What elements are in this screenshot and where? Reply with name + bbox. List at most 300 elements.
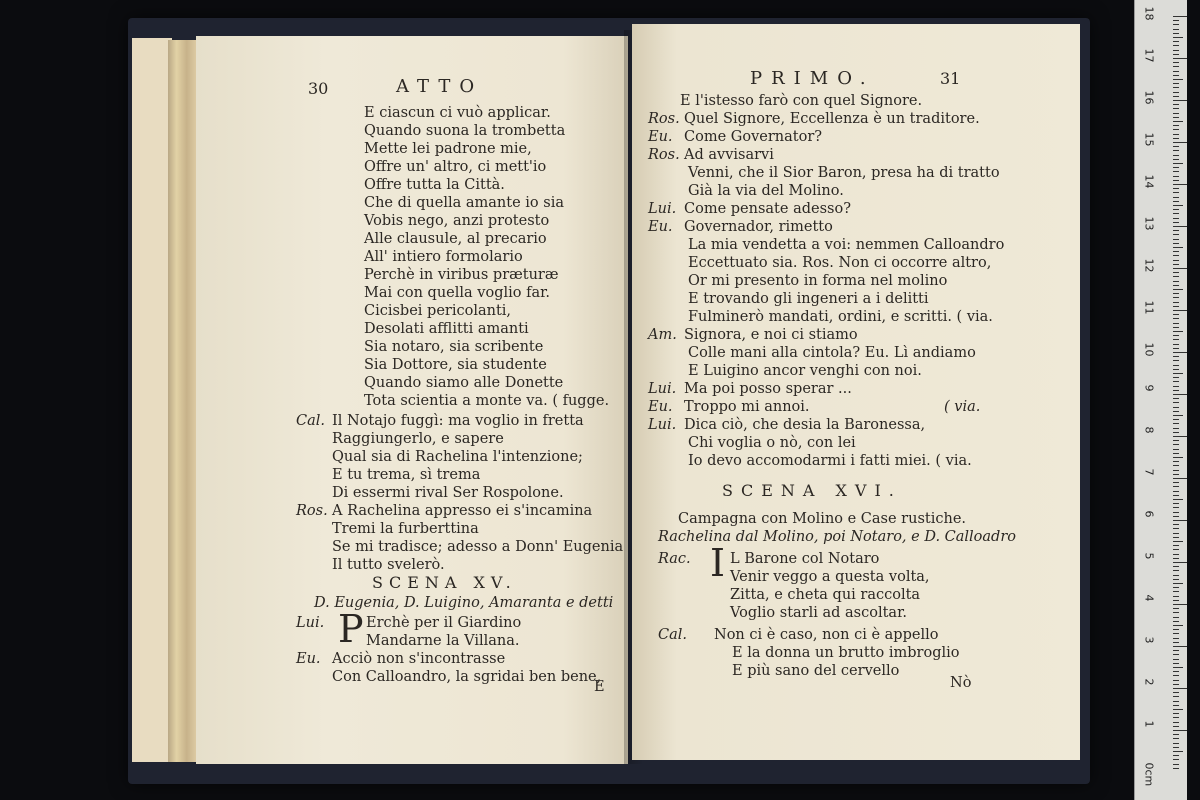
verse-line: Venir veggo a questa volta, [730, 569, 930, 585]
verse-line: All' intiero formolario [364, 249, 523, 265]
ruler-tick [1173, 230, 1179, 231]
ruler-tick [1173, 608, 1179, 609]
verse-line: Acciò non s'incontrasse [332, 651, 506, 667]
ruler-tick [1173, 680, 1179, 681]
verse-line: Con Calloandro, la sgridai ben bene, [332, 669, 602, 685]
ruler-tick [1173, 440, 1179, 441]
ruler-label: 0cm [1142, 762, 1156, 787]
ruler-tick [1173, 335, 1179, 336]
verse-line: A Rachelina appresso ei s'incamina [332, 503, 593, 519]
ruler-tick [1173, 276, 1179, 277]
left-page [196, 36, 628, 764]
ruler-tick [1173, 323, 1179, 324]
verse-line: Dica ciò, che desia la Baronessa, [684, 417, 926, 433]
lui-speech [366, 614, 521, 650]
verse-line: Eccettuato sia. Ros. Non ci occorre altro, [688, 255, 992, 271]
verse-line: Sia notaro, sia scribente [364, 339, 544, 355]
rac-speech [730, 550, 930, 622]
ruler-tick [1173, 16, 1187, 17]
verse-line: Mandarne la Villana. [366, 633, 520, 649]
ruler-tick [1173, 591, 1179, 592]
ruler-tick [1173, 537, 1179, 538]
speaker-label: Ros. [648, 111, 680, 127]
ruler-tick [1173, 667, 1183, 668]
ruler-tick [1173, 768, 1179, 769]
ruler-tick [1173, 293, 1179, 294]
verse-line: Quando suona la trombetta [364, 123, 566, 139]
catchword: E [594, 679, 605, 695]
verse-line: Il Notajo fuggì: ma voglio in fretta [332, 413, 584, 429]
ruler-tick [1173, 617, 1179, 618]
ruler-label: 11 [1142, 300, 1156, 315]
ruler-tick [1173, 302, 1179, 303]
ruler-tick [1173, 558, 1179, 559]
ruler-tick [1173, 743, 1179, 744]
ruler-tick [1173, 612, 1179, 613]
verse-line: Ma poi posso sperar ... [684, 381, 852, 397]
ruler-tick [1173, 239, 1179, 240]
ruler-tick [1173, 222, 1179, 223]
ruler-tick [1173, 507, 1179, 508]
speaker-ros: Ros. [296, 503, 328, 519]
ruler-tick [1173, 176, 1179, 177]
ruler-tick [1173, 197, 1179, 198]
dialogue-entry [648, 110, 1068, 128]
ruler-tick [1173, 696, 1179, 697]
speaker-label: Lui. [648, 417, 677, 433]
ruler-tick [1173, 470, 1179, 471]
ruler-tick [1173, 209, 1179, 210]
ruler-tick [1173, 503, 1179, 504]
verse-line: Ad avvisarvi [684, 147, 774, 163]
ruler-tick [1173, 453, 1179, 454]
cal-speech [714, 626, 959, 680]
ruler-tick [1173, 596, 1179, 597]
speaker-label: Lui. [648, 201, 677, 217]
ruler-tick [1173, 188, 1179, 189]
ruler-tick [1173, 100, 1187, 101]
ruler-tick [1173, 331, 1183, 332]
speaker-label: Ros. [648, 147, 680, 163]
verse-line: Come Governator? [684, 129, 823, 145]
dialogue-entry [648, 128, 1068, 146]
verse-line: Offre tutta la Città. [364, 177, 505, 193]
verse-line: Signora, e noi ci stiamo [684, 327, 858, 343]
ruler-tick [1173, 570, 1179, 571]
ruler-tick [1173, 575, 1179, 576]
ruler-tick [1173, 684, 1179, 685]
ruler-label: 16 [1142, 90, 1156, 105]
ruler-tick [1173, 755, 1179, 756]
ruler-tick [1173, 113, 1179, 114]
ruler-tick [1173, 79, 1183, 80]
ruler-label: 14 [1142, 174, 1156, 189]
ruler-tick [1173, 180, 1179, 181]
ruler-tick [1173, 142, 1187, 143]
scene-title: SCENA XVI. [722, 481, 902, 500]
ruler-label: 13 [1142, 216, 1156, 231]
ruler-tick [1173, 129, 1179, 130]
ruler-tick [1173, 486, 1179, 487]
ruler-tick [1173, 638, 1179, 639]
ruler-tick [1173, 234, 1179, 235]
ruler-tick [1173, 297, 1179, 298]
verse-line: Sia Dottore, sia studente [364, 357, 547, 373]
ruler-tick [1173, 318, 1179, 319]
verse-line: Or mi presento in forma nel molino [688, 273, 948, 289]
ruler-tick [1173, 117, 1179, 118]
ruler-tick [1173, 583, 1183, 584]
ruler-tick [1173, 352, 1187, 353]
verse-line: Troppo mi annoi. [684, 399, 810, 415]
ruler-tick [1173, 717, 1179, 718]
verse-line: Perchè in viribus præturæ [364, 267, 559, 283]
ruler-tick [1173, 499, 1183, 500]
cal-speech [332, 412, 584, 502]
ruler-tick [1173, 243, 1179, 244]
ruler-tick [1173, 738, 1179, 739]
ruler-tick [1173, 96, 1179, 97]
drop-cap: I [710, 541, 726, 585]
ruler-tick [1173, 386, 1179, 387]
dialogue-entry [648, 326, 1068, 380]
verse-line: Io devo accomodarmi i fatti miei. ( via. [688, 453, 972, 469]
ruler-tick [1173, 461, 1179, 462]
verse-line: Quando siamo alle Donette [364, 375, 564, 391]
ruler-tick [1173, 83, 1179, 84]
ruler-tick [1173, 671, 1179, 672]
ruler-tick [1173, 87, 1179, 88]
verse-line: Come pensate adesso? [684, 201, 851, 217]
ruler-tick [1173, 247, 1183, 248]
ruler-tick [1173, 675, 1179, 676]
speaker-rac: Rac. [658, 551, 691, 567]
ruler-tick [1173, 272, 1179, 273]
left-page-number: 30 [308, 79, 329, 98]
verse-line: E trovando gli ingeneri a i delitti [688, 291, 929, 307]
first-line: E l'istesso farò con quel Signore. [680, 93, 923, 109]
ruler-tick [1173, 398, 1179, 399]
ruler-tick [1173, 50, 1179, 51]
ruler-tick [1173, 520, 1187, 521]
ruler-tick [1173, 533, 1179, 534]
ruler-tick [1173, 713, 1179, 714]
speaker-label: Am. [648, 327, 677, 343]
ruler-tick [1173, 33, 1179, 34]
dialogue-entry [648, 398, 1068, 416]
ruler-tick [1173, 524, 1179, 525]
verse-line: E più sano del cervello [732, 663, 900, 679]
ruler-label: 3 [1142, 636, 1156, 644]
ruler-label: 8 [1142, 426, 1156, 434]
ruler-tick [1173, 373, 1183, 374]
ruler-tick [1173, 171, 1179, 172]
speaker-label: Lui. [648, 381, 677, 397]
dialogue-entry [648, 146, 1068, 200]
ruler-tick [1173, 423, 1179, 424]
ruler-tick [1173, 365, 1179, 366]
ruler-tick [1173, 251, 1179, 252]
ruler-tick [1173, 310, 1187, 311]
verse-line: Governador, rimetto [684, 219, 833, 235]
ruler-tick [1173, 62, 1179, 63]
ruler-tick [1173, 629, 1179, 630]
verse-line: Già la via del Molino. [688, 183, 844, 199]
ruler-tick [1173, 226, 1187, 227]
ruler-tick [1173, 37, 1183, 38]
ruler-tick [1173, 692, 1179, 693]
right-page-number: 31 [940, 69, 961, 88]
ruler-tick [1173, 402, 1179, 403]
verse-line: E la donna un brutto imbroglio [732, 645, 960, 661]
speaker-cal: Cal. [296, 413, 325, 429]
verse-line: E tu trema, sì trema [332, 467, 481, 483]
ruler-tick [1173, 478, 1187, 479]
verse-line: Erchè per il Giardino [366, 615, 522, 631]
scene-title: SCENA XV. [372, 573, 517, 592]
dialogue-entry [648, 416, 1068, 470]
ruler-tick [1173, 146, 1179, 147]
ruler-label: 12 [1142, 258, 1156, 273]
ruler-tick [1173, 419, 1179, 420]
ruler-tick [1173, 587, 1179, 588]
ruler-label: 1 [1142, 720, 1156, 728]
ruler-tick [1173, 465, 1179, 466]
ruler-tick [1173, 138, 1179, 139]
ruler-tick [1173, 705, 1179, 706]
ruler-tick [1173, 104, 1179, 105]
ruler-tick [1173, 411, 1179, 412]
ruler-label: 18 [1142, 6, 1156, 21]
verse-line: Zitta, e cheta qui raccolta [730, 587, 921, 603]
dialogue-entry [648, 200, 1068, 218]
scene-characters: Rachelina dal Molino, poi Notaro, e D. Calloadro [658, 529, 1016, 545]
ruler-tick [1173, 600, 1179, 601]
endpaper [132, 38, 172, 762]
ruler-tick [1173, 747, 1179, 748]
right-page [632, 24, 1080, 760]
ruler-tick [1173, 281, 1179, 282]
ruler-tick [1173, 92, 1179, 93]
verse-line: Qual sia di Rachelina l'intenzione; [332, 449, 583, 465]
eu-speech [332, 650, 601, 686]
verse-line: Raggiungerlo, e sapere [332, 431, 504, 447]
ruler-tick [1173, 764, 1179, 765]
ruler-tick [1173, 24, 1179, 25]
ruler-tick [1173, 201, 1179, 202]
ruler-tick [1173, 734, 1179, 735]
ruler-tick [1173, 377, 1179, 378]
left-running-head: ATTO [396, 76, 484, 97]
verse-line: L Barone col Notaro [730, 551, 880, 567]
drop-cap: P [338, 607, 364, 651]
ruler-tick [1173, 381, 1179, 382]
scene-setting: Campagna con Molino e Case rustiche. [678, 511, 967, 527]
verse-line: Fulminerò mandati, ordini, e scritti. ( via. [688, 309, 993, 325]
verse-line: E Luigino ancor venghi con noi. [688, 363, 922, 379]
ruler-tick [1173, 260, 1179, 261]
ruler-tick [1173, 415, 1183, 416]
ruler-tick [1173, 264, 1179, 265]
ruler-tick [1173, 356, 1179, 357]
dialogue-entry [648, 380, 1068, 398]
ruler-tick [1173, 306, 1179, 307]
ruler-tick [1173, 659, 1179, 660]
verse-line: Il tutto svelerò. [332, 557, 445, 573]
ruler-tick [1173, 58, 1187, 59]
verse-line: Colle mani alla cintola? Eu. Lì andiamo [688, 345, 976, 361]
verse-line: Venni, che il Sior Baron, presa ha di tratto [688, 165, 1000, 181]
ruler-label: 5 [1142, 552, 1156, 560]
ruler-label: 6 [1142, 510, 1156, 518]
ruler-tick [1173, 579, 1179, 580]
ruler-tick [1173, 436, 1187, 437]
ruler-tick [1173, 633, 1179, 634]
verse-line: Vobis nego, anzi protesto [364, 213, 550, 229]
ruler-tick [1173, 348, 1179, 349]
ruler-tick [1173, 751, 1183, 752]
ruler-tick [1173, 205, 1183, 206]
ruler-tick [1173, 709, 1183, 710]
ruler-tick [1173, 41, 1179, 42]
ruler-tick [1173, 444, 1179, 445]
speaker-label: Eu. [648, 219, 673, 235]
verse-line: Chi voglia o nò, con lei [688, 435, 856, 451]
verse-line: E ciascun ci vuò applicar. [364, 105, 551, 121]
ruler-tick [1173, 314, 1179, 315]
ruler-label: 4 [1142, 594, 1156, 602]
ruler-tick [1173, 654, 1179, 655]
speaker-label: Eu. [648, 399, 673, 415]
ruler-tick [1173, 289, 1183, 290]
ruler-tick [1173, 45, 1179, 46]
ruler-tick [1173, 646, 1187, 647]
verse-line: Mette lei padrone mie, [364, 141, 532, 157]
verse-line: Tota scientia a monte va. ( fugge. [364, 393, 610, 409]
ruler-tick [1173, 722, 1179, 723]
ruler-tick [1173, 566, 1179, 567]
speaker-eu: Eu. [296, 651, 321, 667]
ruler-tick [1173, 268, 1187, 269]
ruler-tick [1173, 155, 1179, 156]
verse-line: Se mi tradisce; adesso a Donn' Eugenia [332, 539, 624, 555]
verse-line: Quel Signore, Eccellenza è un traditore. [684, 111, 980, 127]
ruler-tick [1173, 491, 1179, 492]
ruler-tick [1173, 688, 1187, 689]
ruler-tick [1173, 457, 1183, 458]
ruler-tick [1173, 167, 1179, 168]
measurement-ruler [1134, 0, 1187, 800]
ruler-tick [1173, 663, 1179, 664]
verse-line: Alle clausule, al precario [364, 231, 547, 247]
speaker-lui: Lui. [296, 615, 325, 631]
ruler-tick [1173, 159, 1179, 160]
verse-line: Che di quella amante io sia [364, 195, 564, 211]
ruler-tick [1173, 134, 1179, 135]
stage-direction: ( via. [944, 399, 981, 415]
ruler-tick [1173, 562, 1187, 563]
ruler-tick [1173, 549, 1179, 550]
ruler-tick [1173, 327, 1179, 328]
ruler-tick [1173, 163, 1183, 164]
ruler-tick [1173, 474, 1179, 475]
ruler-tick [1173, 255, 1179, 256]
ruler-tick [1173, 541, 1183, 542]
ruler-tick [1173, 339, 1179, 340]
ruler-tick [1173, 495, 1179, 496]
ruler-tick [1173, 108, 1179, 109]
verse-line: Di essermi rival Ser Rospolone. [332, 485, 564, 501]
ruler-tick [1173, 759, 1179, 760]
ruler-tick [1173, 75, 1179, 76]
ruler-tick [1173, 650, 1179, 651]
ruler-tick [1173, 394, 1187, 395]
catchword: Nò [950, 675, 972, 691]
ruler-tick [1173, 512, 1179, 513]
ros-speech [332, 502, 623, 574]
dialogue-block [648, 110, 1068, 470]
ruler-tick [1173, 449, 1179, 450]
ruler-tick [1173, 621, 1179, 622]
dialogue-entry [648, 218, 1068, 326]
ruler-tick [1173, 604, 1187, 605]
verse-line: Non ci è caso, non ci è appello [714, 627, 939, 643]
scene-characters: D. Eugenia, D. Luigino, Amaranta e detti [314, 595, 614, 611]
ruler-tick [1173, 625, 1183, 626]
ruler-tick [1173, 285, 1179, 286]
ruler-tick [1173, 482, 1179, 483]
ruler-tick [1173, 29, 1179, 30]
ruler-tick [1173, 516, 1179, 517]
ruler-tick [1173, 218, 1179, 219]
ruler-tick [1173, 726, 1179, 727]
ruler-label: 9 [1142, 384, 1156, 392]
verse-line: Voglio starli ad ascoltar. [730, 605, 908, 621]
ruler-tick [1173, 54, 1179, 55]
ruler-label: 7 [1142, 468, 1156, 476]
ruler-tick [1173, 344, 1179, 345]
verse-line: Mai con quella voglio far. [364, 285, 551, 301]
ruler-tick [1173, 428, 1179, 429]
ruler-tick [1173, 701, 1179, 702]
ruler-tick [1173, 66, 1179, 67]
ruler-tick [1173, 20, 1179, 21]
ruler-label: 2 [1142, 678, 1156, 686]
right-running-head: PRIMO. [750, 68, 875, 89]
speaker-label: Eu. [648, 129, 673, 145]
ruler-tick [1173, 730, 1187, 731]
verse-line: Cicisbei pericolanti, [364, 303, 512, 319]
verse-line: La mia vendetta a voi: nemmen Calloandro [688, 237, 1005, 253]
ruler-tick [1173, 528, 1179, 529]
ruler-tick [1173, 184, 1187, 185]
speaker-cal: Cal. [658, 627, 687, 643]
ruler-tick [1173, 642, 1179, 643]
ruler-tick [1173, 121, 1183, 122]
ruler-tick [1173, 432, 1179, 433]
verse-line: Tremi la furberttina [332, 521, 479, 537]
ruler-label: 10 [1142, 342, 1156, 357]
ruler-label: 17 [1142, 48, 1156, 63]
ruler-tick [1173, 407, 1179, 408]
ruler-tick [1173, 390, 1179, 391]
ruler-tick [1173, 545, 1179, 546]
ruler-tick [1173, 71, 1179, 72]
ruler-tick [1173, 554, 1179, 555]
ruler-tick [1173, 150, 1179, 151]
ruler-tick [1173, 192, 1179, 193]
ruler-label: 15 [1142, 132, 1156, 147]
